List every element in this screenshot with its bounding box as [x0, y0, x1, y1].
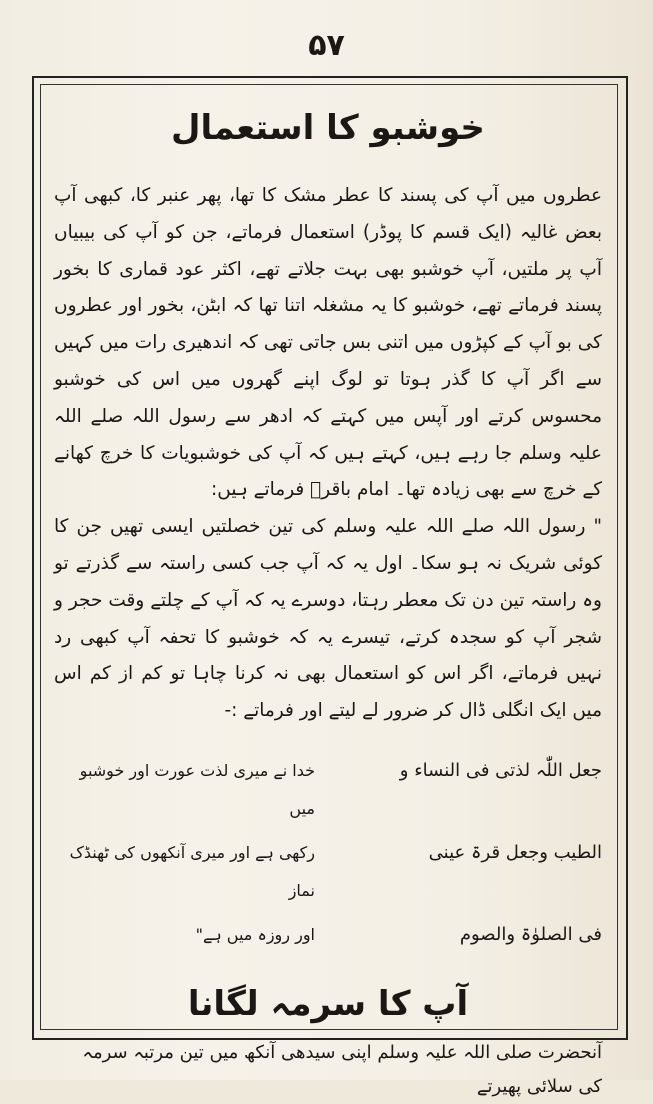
body-text [54, 178, 602, 730]
page-content [54, 96, 602, 1104]
section-heading-kohl: آپ کا سرمہ لگانا [187, 983, 469, 1024]
verse-arabic: جعل اللّٰہ لذتی فی النساء و [399, 759, 602, 781]
hadith-verse [54, 752, 602, 954]
page-number: ۵۷ [308, 28, 345, 63]
verse-translation: اور روزہ میں ہے" [195, 924, 315, 944]
verse-translation: خدا نے میری لذت عورت اور خوشبو میں [79, 760, 315, 818]
paragraph-kohl: آنحضرت صلی اللہ علیہ وسلم اپنی سیدھی آنکھ میں تین مرتبہ سرمہ کی سلائی پھیرتے [82, 1041, 602, 1097]
paragraph: عطروں میں آپ کی پسند کا عطر مشک کا تھا، پھر عنبر کا، کبھی آپ بعض غالیہ (ایک قسم کا پوڈر) استعمال فرماتے، جن کو آپ کی بیبیاں آپ پر ملتیں، آپ خوشبو بھی بہت جلاتے تھے، اکثر عود قماری کا بخور پسند فرماتے تھے، خوشبو کا یہ مشغلہ اتنا تھا کہ ابٹن، بخور اور عطروں کی بو آپ کے کپڑوں میں اتنی بس جاتی تھی کہ اندھیری رات میں کہیں سے اگر آپ کا گذر ہوتا تو لوگ اپنے گھروں میں اس کی خوشبو محسوس کرتے اور آپس میں کہتے کہ ادھر سے رسول اللہ صلے اللہ علیہ وسلم جا رہے ہیں، کہتے ہیں کہ آپ کی خوشبویات کا خرچ کھانے کے خرچ سے بھی زیادہ تھا۔ امام باقرؓ فرماتے ہیں: [54, 185, 602, 501]
verse-translation: رکھی ہے اور میری آنکھوں کی ٹھنڈک نماز [69, 842, 315, 900]
paragraph-quote: " رسول اللہ صلے اللہ علیہ وسلم کی تین خصلتیں ایسی تھیں جن کا کوئی شریک نہ ہو سکا۔ اول یہ کہ آپ جب کسی راستہ سے گذرتے تو وہ راستہ تین دن تک معطر رہتا، دوسرے یہ کہ آپ کے چلتے وقت حجر و شجر آپ کو سجدہ کرتے، تیسرے یہ کہ خوشبو کا تحفہ آپ کبھی رد نہیں فرماتے، اگر اس کو استعمال بھی نہ کرنا چاہا تو کم از کم اس میں ایک انگلی ڈال کر ضرور لے لیتے اور فرماتے :- [54, 516, 602, 722]
section-heading-perfume: خوشبو کا استعمال [171, 108, 485, 148]
verse-arabic: فی الصلوٰۃ والصوم [459, 923, 602, 945]
verse-arabic: الطیب وجعل قرۃ عینی [428, 841, 602, 863]
